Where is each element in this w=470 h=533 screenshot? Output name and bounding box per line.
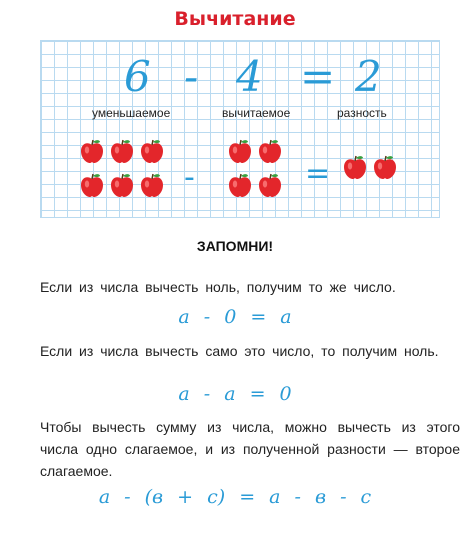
page-title: Вычитание [174,8,296,30]
subtrahend-apple-icon [228,138,252,164]
minuend-apple-icon [140,172,164,198]
subtrahend-apple-icon [228,172,252,198]
minuend-apple-icon [80,172,104,198]
equals-sign: = [300,52,336,101]
subtrahend-apple-icon [258,172,282,198]
rule-2-text: Если из числа вычесть само это число, то получим ноль. [40,343,439,359]
minuend-label: уменьшаемое [92,106,171,120]
minus-sign: - [184,52,199,101]
subtrahend-digit: 4 [236,52,263,101]
rule-3-text: Чтобы вычесть сумму из числа, можно вычесть из этого числа одно слагаемое, и из полученной разности — второе слагаемое. [40,419,460,479]
minuend-apple-icon [110,138,134,164]
rule-3-formula: a - (в + с) = a - в - с [98,486,372,508]
subtrahend-apple-icon [258,138,282,164]
minuend-apple-icon [80,138,104,164]
minuend-digit: 6 [124,52,151,101]
remember-heading: ЗАПОМНИ! [196,238,274,254]
minuend-apple-icon [110,172,134,198]
rule-1-text: Если из числа вычесть ноль, получим то же число. [40,279,396,295]
difference-digit: 2 [355,52,382,101]
apples-equals-sign: = [305,156,331,191]
subtrahend-label: вычитаемое [222,106,291,120]
rule-2-formula: a - a = 0 [178,383,292,405]
difference-apple-icon [373,154,397,180]
difference-label: разность [337,106,387,120]
difference-apple-icon [343,154,367,180]
rule-1-formula: a - 0 = a [178,306,292,328]
minuend-apple-icon [140,138,164,164]
apples-minus-sign: - [184,160,195,195]
